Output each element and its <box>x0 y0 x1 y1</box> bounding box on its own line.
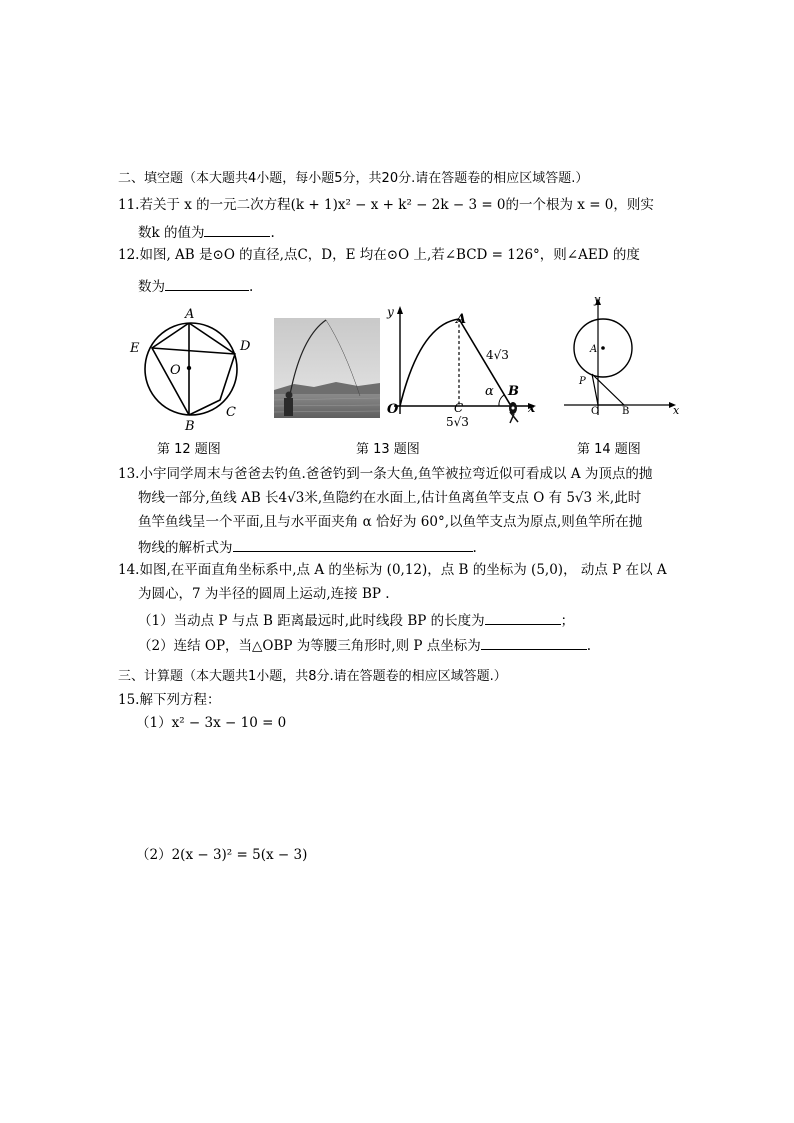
q14-part2-answer-blank[interactable] <box>481 635 587 650</box>
q11-answer-blank[interactable] <box>204 222 270 237</box>
triangle-obp <box>592 374 624 405</box>
label-y: y <box>387 305 394 319</box>
q14-part1 <box>138 610 574 630</box>
parabola-rod <box>400 319 459 406</box>
center-point <box>187 366 191 370</box>
figure-14-caption: 第 14 题图 <box>577 442 641 457</box>
label-p: P <box>579 376 586 387</box>
q15-part2: （2）2(x − 3)² = 5(x − 3) <box>136 847 308 863</box>
q13-line2: 物线一部分,鱼线 AB 长4√3米,鱼隐约在水面上,估计鱼离鱼竿支点 O 有 5√3 米,此时 <box>138 490 642 506</box>
q11-line1: 11.若关于 x 的一元二次方程(k + 1)x² − x + k² − 2k − 3 = 0的一个根为 x = 0，则实 <box>118 197 654 213</box>
q13-line1: 13.小宇同学周末与爸爸去钓鱼.爸爸钓到一条大鱼,鱼竿被拉弯近似可看成以 A 为顶点的抛 <box>118 466 653 482</box>
label-b: B <box>508 384 519 399</box>
q12-line1: 12.如图, AB 是⊙O 的直径,点C，D，E 均在⊙O 上,若∠BCD = 126°，则∠AED 的度 <box>118 247 640 263</box>
q11-line2-end: . <box>270 225 275 241</box>
q14-part2 <box>138 635 591 655</box>
chord-ed <box>152 348 235 354</box>
chord-a-d-c-b <box>189 323 235 415</box>
label-b: B <box>622 406 630 417</box>
q11-line2 <box>138 222 275 242</box>
figure-12-caption: 第 12 题图 <box>157 442 221 457</box>
label-o: O <box>170 363 181 378</box>
label-c: C <box>226 405 236 420</box>
figure-13-caption: 第 13 题图 <box>356 442 420 457</box>
q14-line2: 为圆心，7 为半径的圆周上运动,连接 BP . <box>138 586 390 602</box>
label-e: E <box>130 341 140 356</box>
q14-part2-text: （2）连结 OP，当△OBP 为等腰三角形时,则 P 点坐标为 <box>138 638 481 654</box>
q12-line2 <box>138 276 253 296</box>
fish-icon <box>509 402 518 423</box>
label-o: O <box>387 402 399 417</box>
q12-answer-blank[interactable] <box>165 276 249 291</box>
q14-line1: 14.如图,在平面直角坐标系中,点 A 的坐标为 (0,12)，点 B 的坐标为 (5,0)， 动点 P 在以 A <box>118 562 667 578</box>
q13-line3: 鱼竿鱼线呈一个平面,且与水平面夹角 α 恰好为 60°,以鱼竿支点为原点,则鱼竿所在抛 <box>138 514 643 530</box>
label-ab-length: 4√3 <box>486 348 509 362</box>
label-x: x <box>528 401 536 415</box>
figure-12-circle <box>126 302 256 434</box>
label-x: x <box>673 404 680 417</box>
q13-line4 <box>138 537 477 557</box>
figure-13-parabola <box>380 302 540 432</box>
label-d: D <box>240 339 251 354</box>
q13-answer-blank[interactable] <box>233 537 473 552</box>
label-b: B <box>185 419 195 434</box>
q14-part1-answer-blank[interactable] <box>485 610 561 625</box>
label-y: y <box>594 293 601 306</box>
q12-line2-text: 数为 <box>138 279 165 295</box>
section-heading-calculation: 三、计算题（本大题共1小题，共8分.请在答题卷的相应区域答题.） <box>118 669 507 684</box>
q14-part1-end: ； <box>560 613 575 629</box>
circle-o <box>145 323 237 415</box>
label-oc-length: 5√3 <box>446 415 469 429</box>
q11-line2-text: 数k 的值为 <box>138 225 205 241</box>
q14-part2-end: . <box>586 638 592 654</box>
label-a: A <box>185 307 195 322</box>
label-a: A <box>590 344 598 355</box>
q15-title: 15.解下列方程： <box>118 692 221 708</box>
fishing-photo <box>274 318 380 418</box>
label-c: C <box>454 401 464 415</box>
label-alpha: α <box>485 384 494 399</box>
q13-line4-text: 物线的解析式为 <box>138 540 233 556</box>
label-a: A <box>456 312 467 327</box>
q14-part1-text: （1）当动点 P 与点 B 距离最远时,此时线段 BP 的长度为 <box>138 613 485 629</box>
q15-part1: （1）x² − 3x − 10 = 0 <box>136 715 287 731</box>
label-o: O <box>591 406 600 417</box>
figure-14-coordinate <box>560 290 686 420</box>
q12-line2-end: . <box>249 279 254 295</box>
section-heading-fill-blank: 二、填空题（本大题共4小题，每小题5分，共20分.请在答题卷的相应区域答题.） <box>118 171 589 186</box>
q13-line4-end: . <box>472 540 477 556</box>
